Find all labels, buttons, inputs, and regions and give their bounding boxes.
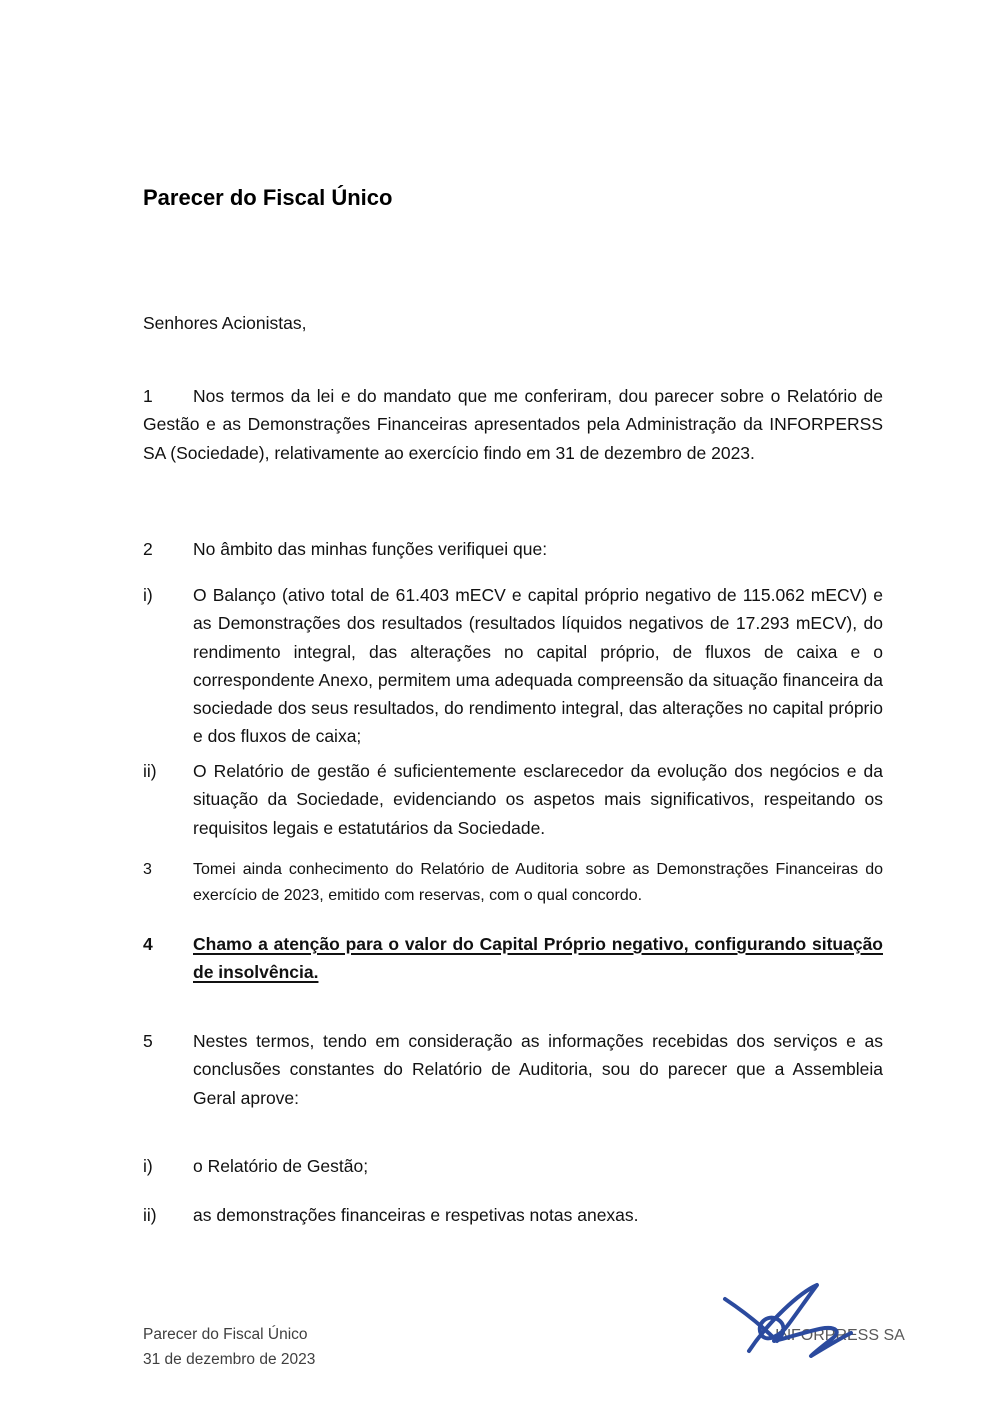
conclusion-item-i-text: o Relatório de Gestão; xyxy=(193,1156,369,1176)
conclusion-item-ii-text: as demonstrações financeiras e respetivas notas anexas. xyxy=(193,1205,639,1225)
paragraph-4-number: 4 xyxy=(143,934,153,954)
footer-document-name: Parecer do Fiscal Único xyxy=(143,1326,308,1343)
page-title: Parecer do Fiscal Único xyxy=(143,185,393,210)
paragraph-3-text: Tomei ainda conhecimento do Relatório de Auditoria sobre as Demonstrações Financeiras do exercício de 2023, emitido com reservas, com o qual concordo. xyxy=(193,861,883,904)
paragraph-3-number: 3 xyxy=(143,861,152,878)
signature-block xyxy=(715,1275,905,1375)
list-item-i xyxy=(143,581,883,751)
paragraph-5-text: Nestes termos, tendo em consideração as informações recebidas dos serviços e as conclusões constantes do Relatório de Auditoria, sou do parecer que a Assembleia Geral aprove: xyxy=(193,1031,883,1108)
paragraph-5-number: 5 xyxy=(143,1031,153,1051)
paragraph-3 xyxy=(143,857,883,909)
list-item-ii-text: O Relatório de gestão é suficientemente esclarecedor da evolução dos negócios e da situação da Sociedade, evidenciando os aspetos mais significativos, respeitando os requisitos legais e estatutários da Sociedade. xyxy=(193,761,883,838)
conclusion-item-ii xyxy=(143,1201,883,1229)
paragraph-5 xyxy=(143,1027,883,1112)
list-item-i-marker: i) xyxy=(143,585,153,605)
footer-date: 31 de dezembro de 2023 xyxy=(143,1351,316,1368)
paragraph-2 xyxy=(143,535,883,563)
list-item-i-text: O Balanço (ativo total de 61.403 mECV e capital próprio negativo de 115.062 mECV) e as Demonstrações dos resultados (resultados líquidos negativos de 17.293 mECV), do rendimento integral, das alterações no capital próprio, de fluxos de caixa e o correspondente Anexo, permitem uma adequada compreensão da situação financeira da sociedade dos seus resultados, do rendimento integral, das alterações no capital próprio e dos fluxos de caixa; xyxy=(193,585,883,747)
paragraph-1-text: Nos termos da lei e do mandato que me conferiram, dou parecer sobre o Relatório de Gestão e as Demonstrações Financeiras apresentados pela Administração da INFORPERSS SA (Sociedade), relativamente ao exercício findo em 31 de dezembro de 2023. xyxy=(143,386,883,463)
paragraph-2-number: 2 xyxy=(143,539,153,559)
conclusion-item-i-marker: i) xyxy=(143,1156,153,1176)
paragraph-4-warning xyxy=(143,930,883,987)
paragraph-4-text: Chamo a atenção para o valor do Capital Próprio negativo, configurando situação de insolvência. xyxy=(193,934,883,983)
conclusion-item-ii-marker: ii) xyxy=(143,1205,157,1225)
paragraph-2-text: No âmbito das minhas funções verifiquei que: xyxy=(193,539,548,559)
conclusion-item-i xyxy=(143,1152,883,1180)
list-item-ii-marker: ii) xyxy=(143,761,157,781)
page-footer xyxy=(143,1322,315,1372)
signature-company-name: INFORPRESS SA xyxy=(775,1327,905,1344)
paragraph-1 xyxy=(143,382,883,467)
list-item-ii xyxy=(143,757,883,842)
paragraph-1-number: 1 xyxy=(143,386,153,406)
signature-scribble-icon xyxy=(715,1275,895,1375)
salutation: Senhores Acionistas, xyxy=(143,313,307,333)
